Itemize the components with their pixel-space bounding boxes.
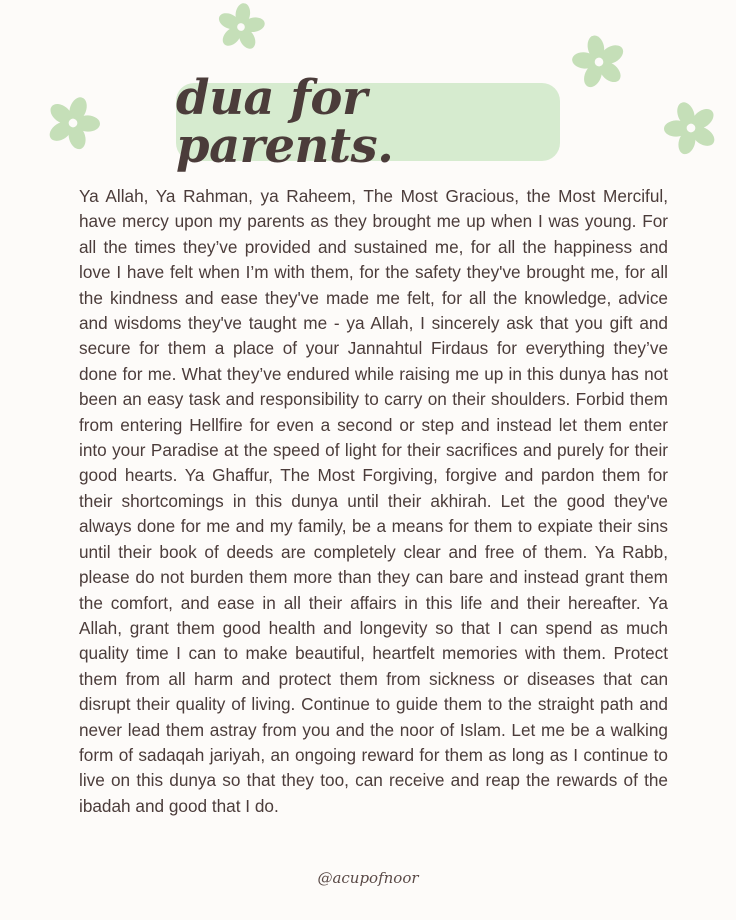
title-banner bbox=[176, 70, 560, 174]
dua-paragraph: Ya Allah, Ya Rahman, ya Raheem, The Most Gracious, the Most Merciful, have mercy upon my parents as they brought me up when I was young. For all the times they’ve provided and sustained me, for all the happiness and love I have felt when I’m with them, for the safety they've brought me, for all the kindness and ease they've made me felt, for all the knowledge, advice and wisdoms they've taught me - ya Allah, I sincerely ask that you gift and secure for them a place of your Jannahtul Firdaus for everything they’ve done for me. What they’ve endured while raising me up in this dunya has not been an easy task and responsibility to carry on their shoulders. Forbid them from entering Hellfire for even a second or step and instead let them enter into your Paradise at the speed of light for their sacrifices and purely for their good hearts. Ya Ghaffur, The Most Forgiving, forgive and pardon them for their shortcomings in this dunya until their akhirah. Let the good they've always done for me and my family, be a means for them to expiate their sins until their book of deeds are completely clear and free of them. Ya Rabb, please do not burden them more than they can bare and instead grant them the comfort, and ease in all their affairs in this life and their hereafter. Ya Allah, grant them good health and longevity so that I can spend as much quality time I can to make beautiful, heartfelt memories with them. Protect them from all harm and protect them from sickness or diseases that can disrupt their quality of living. Continue to guide them to the straight path and never lead them astray from you and the noor of Islam. Let me be a walking form of sadaqah jariyah, an ongoing reward for them as long as I continue to live on this dunya so that they too, can receive and reap the rewards of the ibadah and good that I do. bbox=[79, 186, 668, 816]
flower-icon bbox=[38, 88, 107, 157]
flower-icon bbox=[656, 93, 725, 162]
page-title: dua for parents. bbox=[176, 70, 394, 174]
flower-icon bbox=[214, 0, 268, 54]
author-handle: @acupofnoor bbox=[317, 869, 419, 887]
flower-icon bbox=[567, 30, 631, 94]
